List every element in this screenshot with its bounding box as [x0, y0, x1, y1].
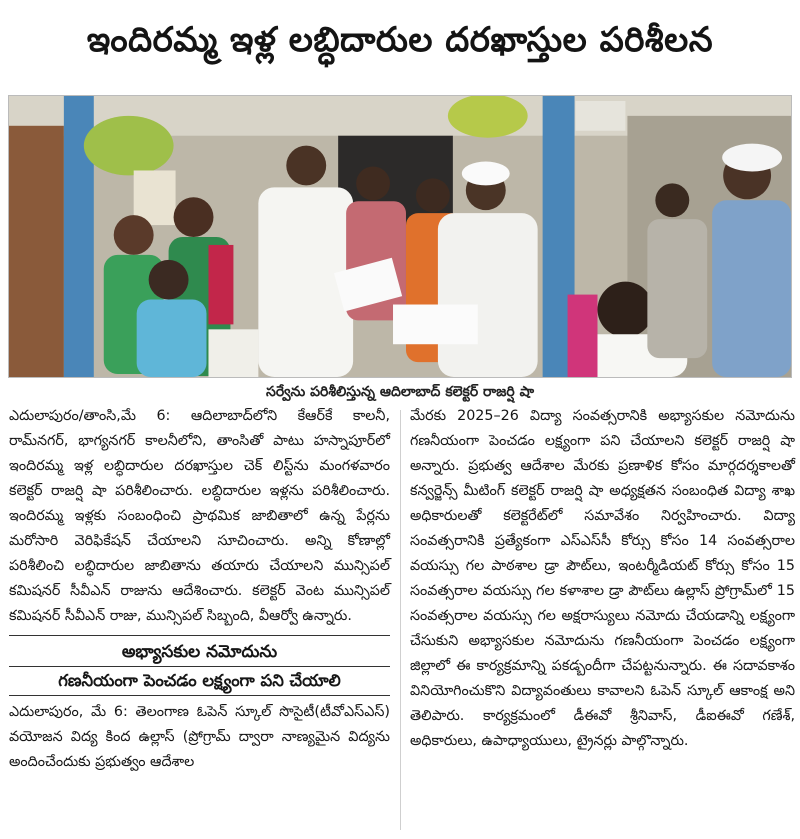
article-2-body-left: ఎదులాపురం, మే 6: తెలంగాణ ఓపెన్ స్కూల్ సొసైటీ(టీవోఎస్‌ఎస్) వయోజన విద్య కింద ఉల్లాస్ (ప్రోగ్రామ్ ద్వారా నాణ్యమైన విద్యను అందించేందుకు ప్రభుత్వం ఆదేశాల — [9, 704, 390, 770]
article-2-body-right: మేరకు 2025–26 విద్యా సంవత్సరానికి అభ్యాసకుల నమోదును గణనీయంగా పెంచడం లక్ష్యంగా పని చేయాలని కలెక్టర్ రాజర్షి షా అన్నారు. ప్రభుత్వ ఆదేశాల మేరకు ప్రణాళిక కోసం మార్గదర్శకాలతో కన్వర్జెన్స్ మీటింగ్ కలెక్టర్ రాజర్షి షా అధ్యక్షతన సంబంధిత విద్యా శాఖ అధికారులతో కలెక్టరేట్‌లో సమావేశం నిర్వహించారు. విద్యా సంవత్సరానికి ప్రత్యేకంగా ఎస్‌ఎస్‌సీ కోర్సు కోసం 14 సంవత్సరాల వయస్సు గల పాఠశాల డ్రా పౌట్‌లు, ఇంటర్మీడియట్ కోర్సు కోసం 15 సంవత్సరాల వయస్సు గల కళాశాల డ్రా పౌట్‌లు ఉల్లాస్ ప్రోగ్రామ్‌లో 15 సంవత్సరాల వయస్సు గల అక్షరాస్యులు నమోదు చేయడాన్ని లక్ష్యంగా చేసుకుని అభ్యాసకుల నమోదును గణనీయంగా పెంచడం లక్ష్యంగా జిల్లాలో ఈ కార్యక్రమాన్ని పకడ్బందీగా చేపట్టనున్నారు. ఈ సదావకాశం వినియోగించుకొని విద్యావంతులు కావాలని ఓపెన్ స్కూల్ ఆకాంక్ష అని తెలిపారు. కార్యక్రమంలో డీఈవో శ్రీనివాస్, డీఐఈవో గణేశ్, అధికారులు, ఉపాధ్యాయులు, ట్రైనర్లు పాల్గొన్నారు. — [410, 408, 795, 749]
article-1-body: ఎదులాపురం/తాంసి,మే 6: ఆదిలాబాద్‌లోని కేఆర్‌కే కాలనీ, రామ్‌నగర్, భాగ్యనగర్ కాలనీలోని, తాంసితో పాటు హస్నాపూర్‌లో ఇందిరమ్మ ఇళ్ల లబ్ధిదారుల దరఖాస్తుల చెక్ లిస్ట్‌ను మంగళవారం కలెక్టర్ రాజర్షి షా పరిశీలించారు. లబ్ధిదారుల ఇళ్లను పరిశీలించారు. ఇందిరమ్మ ఇళ్లకు సంబంధించి ప్రాథమిక జాబితాలో ఉన్న పేర్లను మరోసారి వెరిఫికేషన్ చేయాలని సూచించారు. అన్ని కోణాల్లో పరిశీలించి లబ్ధిదారుల జాబితాను తయారు చేయాలని మున్సిపల్ కమిషనర్ సీవీఎన్ రాజును ఆదేశించారు. కలెక్టర్ వెంట మున్సిపల్ కమిషనర్ సీవీఎన్ రాజు, మున్సిపల్ సిబ్బంది, వీఆర్వో ఉన్నారు. — [9, 408, 390, 624]
headline: ఇందిరమ్మ ఇళ్ల లబ్ధిదారుల దరఖాస్తుల పరిశీలన — [86, 20, 714, 60]
subhead-line-1: అభ్యాసకుల నమోదును — [121, 642, 278, 662]
photo-caption: సర్వేను పరిశీలిస్తున్న ఆదిలాబాద్ కలెక్టర్ రాజర్షి షా — [266, 384, 534, 400]
news-photo — [8, 95, 792, 378]
photo-illustration — [9, 96, 791, 377]
subhead-line-2: గణనీయంగా పెంచడం లక్ష్యంగా పని చేయాలి — [9, 666, 390, 695]
column-divider — [400, 410, 401, 830]
article-2-subhead — [9, 635, 390, 695]
left-column — [9, 404, 390, 775]
right-column — [410, 404, 795, 754]
subhead-rule — [9, 695, 390, 696]
